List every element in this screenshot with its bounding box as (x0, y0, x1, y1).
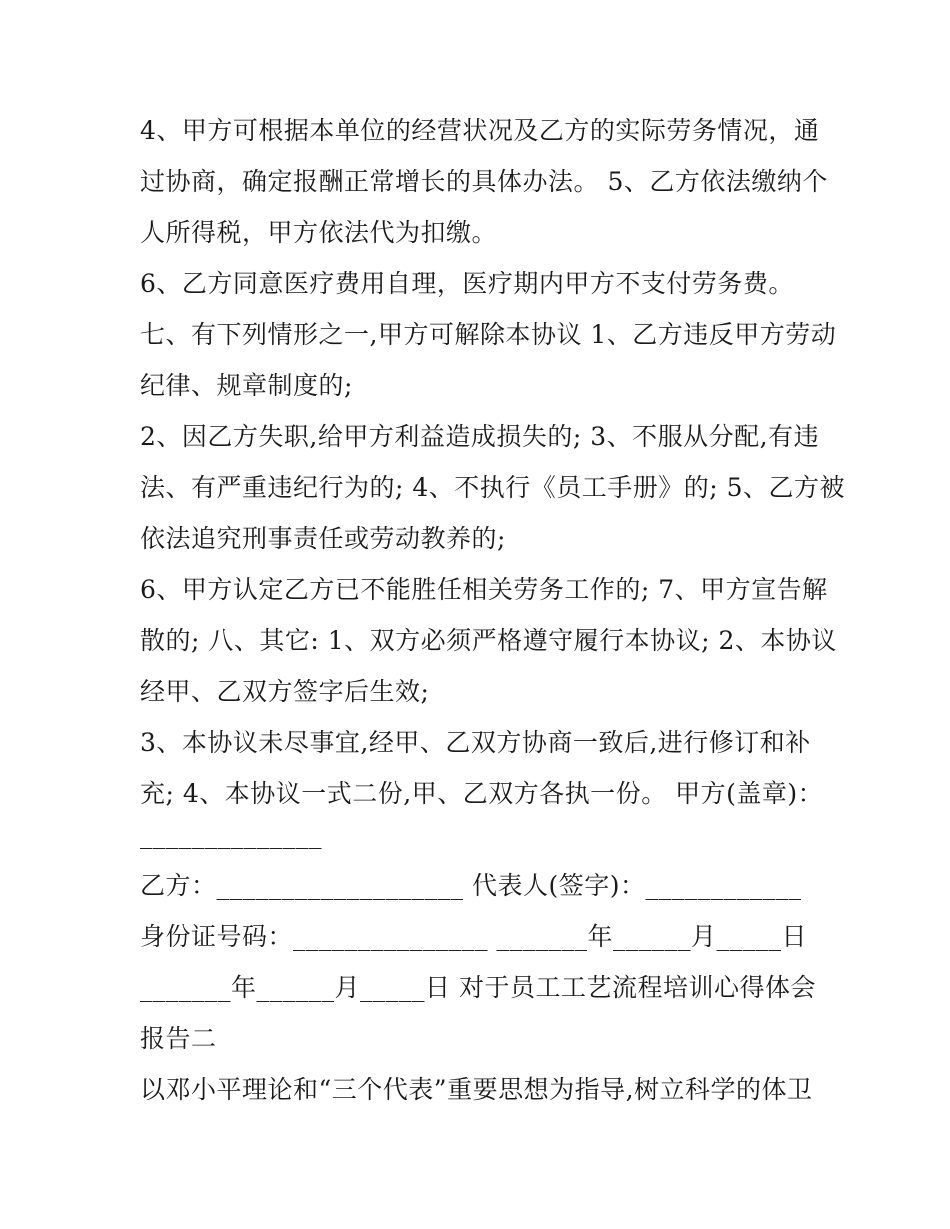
text-line: 法、有严重违纪行为的; 4、不执行《员工手册》的; 5、乙方被 (140, 473, 846, 502)
text-line: 身份证号码：_______________ _______年______月_____日 (140, 922, 807, 951)
text-line: 6、甲方认定乙方已不能胜任相关劳务工作的; 7、甲方宣告解 (140, 575, 828, 604)
text-line: 乙方：___________________ 代表人(签字)：____________ (140, 871, 802, 900)
text-line: 过协商，确定报酬正常增长的具体办法。 5、乙方依法缴纳个 (140, 167, 828, 196)
text-line: 依法追究刑事责任或劳动教养的; (140, 524, 506, 553)
text-line: 以邓小平理论和“三个代表”重要思想为指导,树立科学的体卫 (140, 1075, 813, 1104)
text-line: 6、乙方同意医疗费用自理，医疗期内甲方不支付劳务费。 (140, 269, 794, 298)
text-line: _______年______月_____日 对于员工工艺流程培训心得体会 (140, 973, 816, 1002)
signature-blank-line: ______________ (140, 820, 322, 849)
text-line: 散的; 八、其它: 1、双方必须严格遵守履行本协议; 2、本协议 (140, 626, 837, 655)
text-line: 4、甲方可根据本单位的经营状况及乙方的实际劳务情况，通 (140, 116, 820, 145)
text-line: 报告二 (140, 1024, 217, 1053)
text-line: 七、有下列情形之一,甲方可解除本协议 1、乙方违反甲方劳动 (140, 320, 837, 349)
text-line: 充; 4、本协议一式二份,甲、乙双方各执一份。 甲方(盖章)： (140, 779, 824, 808)
text-line: 3、本协议未尽事宜,经甲、乙双方协商一致后,进行修订和补 (140, 728, 811, 757)
text-line: 人所得税，甲方依法代为扣缴。 (140, 218, 498, 247)
text-line: 纪律、规章制度的; (140, 371, 353, 400)
text-line: 2、因乙方失职,给甲方利益造成损失的; 3、不服从分配,有违 (140, 422, 820, 451)
text-line: 经甲、乙双方签字后生效; (140, 677, 430, 706)
